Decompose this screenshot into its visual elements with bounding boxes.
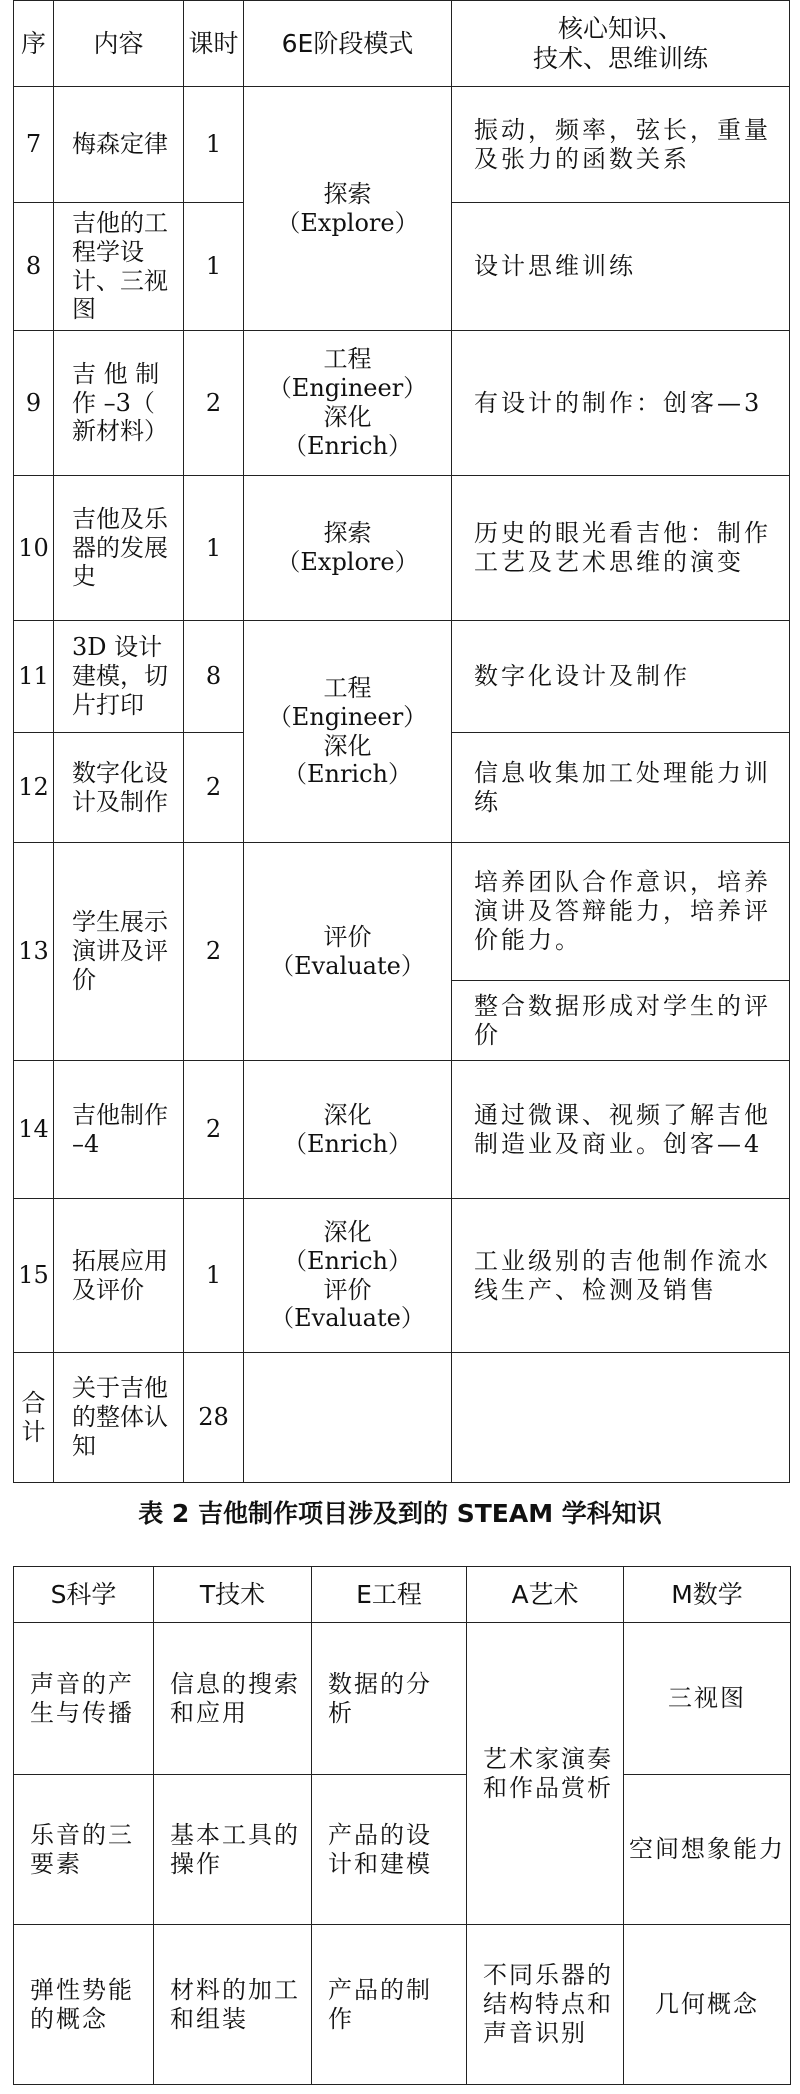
header-mode: 6E阶段模式 [244, 1, 452, 87]
table-row [14, 87, 790, 203]
table-row [14, 1623, 791, 1775]
table-row [14, 1925, 791, 2085]
row-core: 数字化设计及制作 [452, 621, 790, 733]
cell-science: 乐音的三要素 [14, 1775, 154, 1925]
row-core: 历史的眼光看吉他：制作工艺及艺术思维的演变 [452, 476, 790, 621]
row-mode: 工程 （Engineer） 深化 （Enrich） [244, 331, 452, 476]
row-content: 拓展应用及评价 [54, 1199, 184, 1353]
row-seq: 11 [14, 621, 54, 733]
row-content: 吉他制作 –4 [54, 1061, 184, 1199]
cell-science: 弹性势能的概念 [14, 1925, 154, 2085]
row-core: 培养团队合作意识，培养演讲及答辩能力，培养评价能力。 [452, 843, 790, 981]
table-row [14, 331, 790, 476]
row-core: 设计思维训练 [452, 203, 790, 331]
header-technology: T技术 [154, 1567, 312, 1623]
cell-science: 声音的产生与传播 [14, 1623, 154, 1775]
cell-engineering: 数据的分析 [312, 1623, 467, 1775]
header-core: 核心知识、 技术、思维训练 [452, 1, 790, 87]
row-hours: 28 [184, 1353, 244, 1483]
cell-engineering: 产品的设计和建模 [312, 1775, 467, 1925]
cell-art: 不同乐器的结构特点和声音识别 [467, 1925, 624, 2085]
row-hours: 1 [184, 87, 244, 203]
cell-technology: 基本工具的操作 [154, 1775, 312, 1925]
cell-art: 艺术家演奏和作品赏析 [467, 1623, 624, 1925]
row-content: 吉他的工程学设计、三视图 [54, 203, 184, 331]
table-row [14, 1775, 791, 1925]
row-content: 吉他及乐器的发展史 [54, 476, 184, 621]
table-header-row [14, 1, 790, 87]
row-core: 信息收集加工处理能力训练 [452, 733, 790, 843]
row-mode: 深化 （Enrich） [244, 1061, 452, 1199]
cell-math: 几何概念 [624, 1925, 791, 2085]
cell-math: 三视图 [624, 1623, 791, 1775]
row-content: 3D 设计建模，切片打印 [54, 621, 184, 733]
row-core [452, 1353, 790, 1483]
steam-knowledge-table [13, 1566, 791, 2085]
row-hours: 1 [184, 203, 244, 331]
table-row [14, 476, 790, 621]
row-hours: 8 [184, 621, 244, 733]
header-seq: 序 [14, 1, 54, 87]
table-row [14, 843, 790, 981]
row-seq: 7 [14, 87, 54, 203]
cell-technology: 材料的加工和组装 [154, 1925, 312, 2085]
row-mode: 探索 （Explore） [244, 87, 452, 331]
row-core: 通过微课、视频了解吉他制造业及商业。创客—4 [452, 1061, 790, 1199]
row-hours: 1 [184, 1199, 244, 1353]
row-hours: 2 [184, 733, 244, 843]
row-seq: 13 [14, 843, 54, 1061]
row-content: 数字化设计及制作 [54, 733, 184, 843]
table-row [14, 1199, 790, 1353]
row-seq: 15 [14, 1199, 54, 1353]
row-core: 有设计的制作：创客—3 [452, 331, 790, 476]
header-content: 内容 [54, 1, 184, 87]
row-seq: 12 [14, 733, 54, 843]
row-seq: 8 [14, 203, 54, 331]
row-seq: 14 [14, 1061, 54, 1199]
cell-engineering: 产品的制作 [312, 1925, 467, 2085]
cell-math: 空间想象能力 [624, 1775, 791, 1925]
row-mode: 评价 （Evaluate） [244, 843, 452, 1061]
header-hours: 课时 [184, 1, 244, 87]
row-core-secondary: 整合数据形成对学生的评价 [452, 981, 790, 1061]
table2-caption: 表 2 吉他制作项目涉及到的 STEAM 学科知识 [138, 1499, 662, 1528]
row-seq: 合计 [14, 1353, 54, 1483]
course-schedule-table [13, 0, 790, 1483]
row-hours: 2 [184, 331, 244, 476]
table-header-row [14, 1567, 791, 1623]
row-content: 梅森定律 [54, 87, 184, 203]
row-hours: 1 [184, 476, 244, 621]
table-row-total [14, 1353, 790, 1483]
row-seq: 10 [14, 476, 54, 621]
header-engineering: E工程 [312, 1567, 467, 1623]
row-core: 工业级别的吉他制作流水线生产、检测及销售 [452, 1199, 790, 1353]
row-content: 吉 他 制 作 –3（ 新材料） [54, 331, 184, 476]
header-math: M数学 [624, 1567, 791, 1623]
header-science: S科学 [14, 1567, 154, 1623]
header-art: A艺术 [467, 1567, 624, 1623]
row-hours: 2 [184, 843, 244, 1061]
row-core: 振动，频率，弦长，重量及张力的函数关系 [452, 87, 790, 203]
row-hours: 2 [184, 1061, 244, 1199]
row-seq: 9 [14, 331, 54, 476]
cell-technology: 信息的搜索和应用 [154, 1623, 312, 1775]
table-row [14, 1061, 790, 1199]
row-mode: 深化 （Enrich） 评价 （Evaluate） [244, 1199, 452, 1353]
row-mode: 探索 （Explore） [244, 476, 452, 621]
table-row [14, 621, 790, 733]
row-mode: 工程 （Engineer） 深化 （Enrich） [244, 621, 452, 843]
row-mode [244, 1353, 452, 1483]
row-content: 关于吉他的整体认知 [54, 1353, 184, 1483]
row-content: 学生展示演讲及评价 [54, 843, 184, 1061]
